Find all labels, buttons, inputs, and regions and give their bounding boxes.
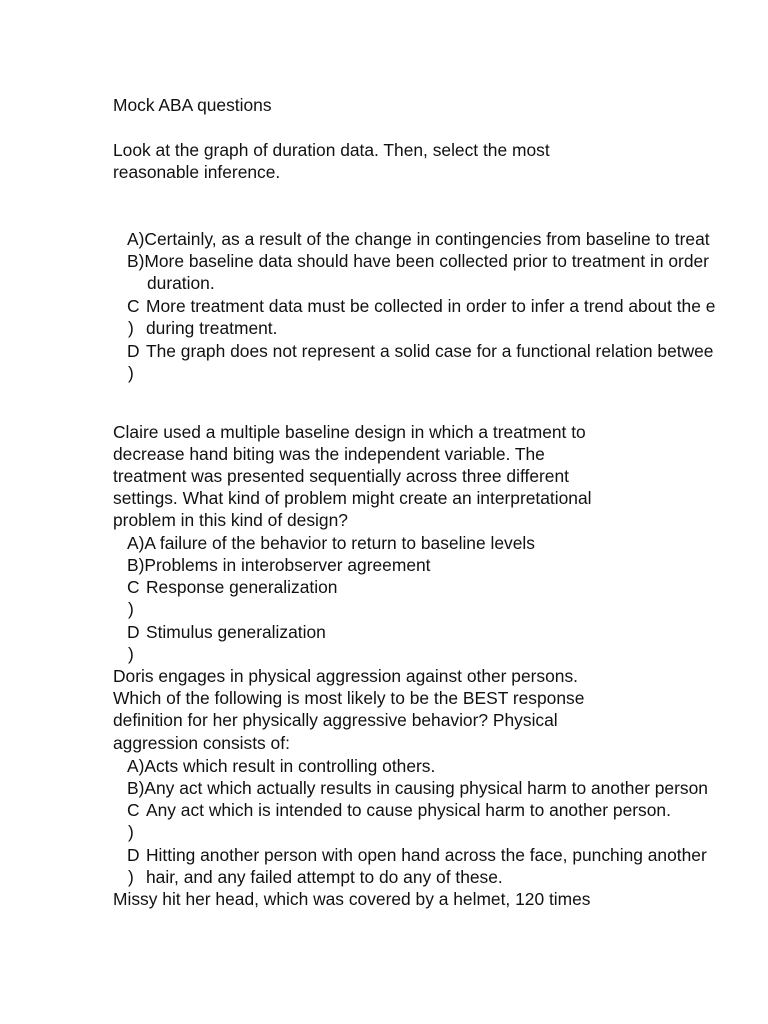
question-3-stem-line: Doris engages in physical aggression against other persons. [113, 666, 578, 686]
question-1-option-c-continued: during treatment. [146, 318, 278, 338]
question-2-stem-line: Claire used a multiple baseline design in which a treatment to [113, 422, 586, 442]
question-1-option-b-continued: duration. [147, 273, 215, 293]
question-2-option-b: B)Problems in interobserver agreement [127, 555, 431, 575]
question-1-option-c-letter: C [127, 296, 140, 316]
question-3-stem-line: Which of the following is most likely to be the BEST response [113, 688, 585, 708]
question-1-option-d-letter: D [127, 341, 140, 361]
question-2-stem-line: problem in this kind of design? [113, 510, 348, 530]
question-2-stem-line: treatment was presented sequentially across three different [113, 466, 569, 486]
question-1-option-c-paren: ) [128, 318, 134, 338]
question-3-option-d-paren: ) [128, 867, 134, 887]
question-1-option-a: A)Certainly, as a result of the change in contingencies from baseline to treat [127, 229, 710, 249]
question-3-option-d-continued: hair, and any failed attempt to do any of these. [146, 867, 503, 887]
question-2-option-c: Response generalization [146, 577, 338, 597]
question-3-option-c: Any act which is intended to cause physical harm to another person. [146, 800, 671, 820]
question-3-option-b: B)Any act which actually results in causing physical harm to another person [127, 778, 708, 798]
question-1-option-c: More treatment data must be collected in order to infer a trend about the e [146, 296, 716, 316]
question-1-option-b: B)More baseline data should have been collected prior to treatment in order [127, 251, 709, 271]
question-2-stem-line: decrease hand biting was the independent variable. The [113, 444, 545, 464]
question-2-stem-line: settings. What kind of problem might create an interpretational [113, 488, 592, 508]
question-3-option-c-paren: ) [128, 822, 134, 842]
question-2-option-d: Stimulus generalization [146, 622, 326, 642]
question-3-option-d-letter: D [127, 845, 140, 865]
question-2-option-c-letter: C [127, 577, 140, 597]
document-title: Mock ABA questions [113, 95, 272, 115]
question-2-option-c-paren: ) [128, 599, 134, 619]
question-3-stem-line: aggression consists of: [113, 733, 290, 753]
question-1-option-d: The graph does not represent a solid case for a functional relation betwee [146, 341, 714, 361]
question-3-option-c-letter: C [127, 800, 140, 820]
question-3-stem-line: definition for her physically aggressive behavior? Physical [113, 710, 558, 730]
question-1-stem-line: reasonable inference. [113, 162, 281, 182]
question-3-option-d: Hitting another person with open hand across the face, punching another [146, 845, 707, 865]
question-1-option-d-paren: ) [128, 363, 134, 383]
question-1-stem-line: Look at the graph of duration data. Then, select the most [113, 140, 550, 160]
question-2-option-d-letter: D [127, 622, 140, 642]
question-2-option-a: A)A failure of the behavior to return to baseline levels [127, 533, 535, 553]
question-2-option-d-paren: ) [128, 644, 134, 664]
question-3-option-a: A)Acts which result in controlling others. [127, 756, 436, 776]
question-4-stem-line: Missy hit her head, which was covered by a helmet, 120 times [113, 889, 591, 909]
